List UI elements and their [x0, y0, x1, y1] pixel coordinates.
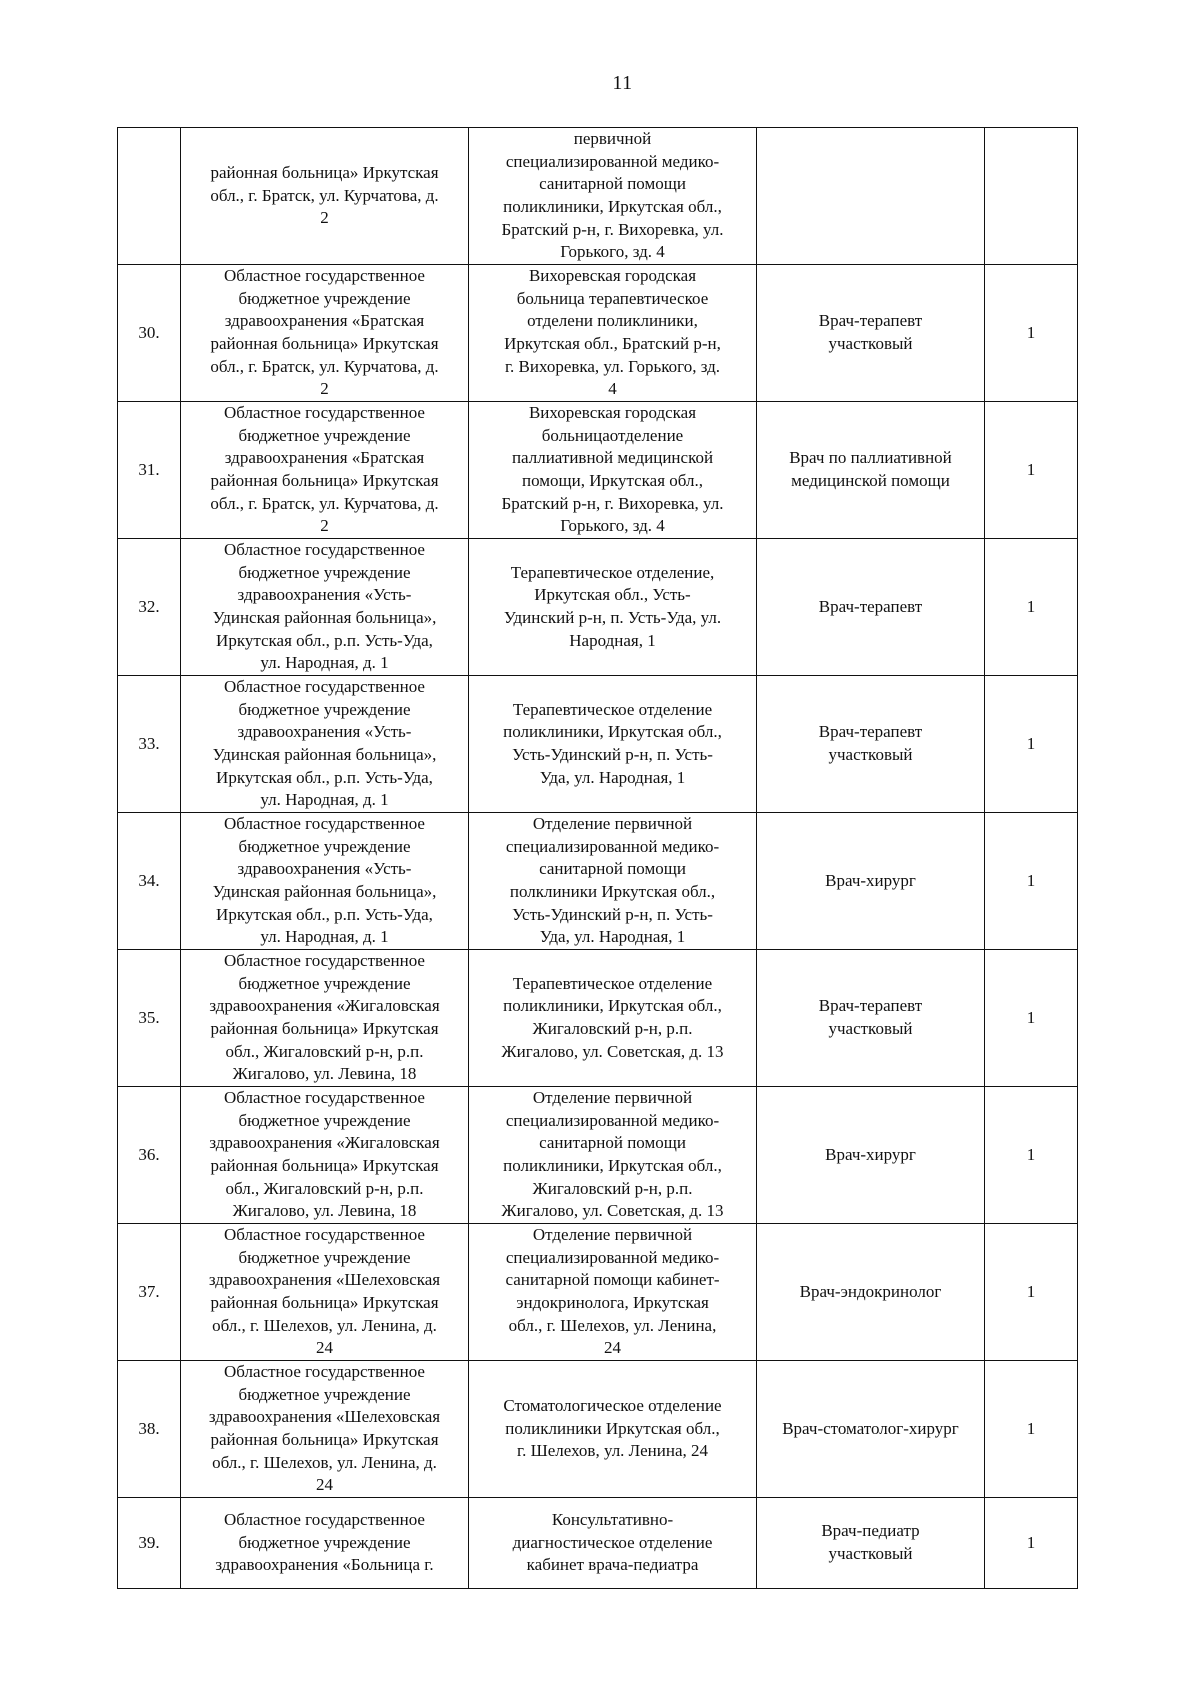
organization-cell: Областное государственное бюджетное учреждение здравоохранения «Братская районная больница» Иркутская обл., г. Братск, ул. Курчатова, д. 2 — [181, 265, 469, 402]
row-number: 30. — [118, 265, 181, 402]
row-number: 31. — [118, 402, 181, 539]
department-cell: Вихоревская городская больница терапевтическое отделени поликлиники, Иркутская обл., Братский р-н, г. Вихоревка, ул. Горького, зд. 4 — [469, 265, 757, 402]
table-row — [118, 1224, 1078, 1361]
row-number: 37. — [118, 1224, 181, 1361]
row-number: 36. — [118, 1087, 181, 1224]
table-row — [118, 128, 1078, 265]
department-cell: Консультативно- диагностическое отделение кабинет врача-педиатра — [469, 1498, 757, 1589]
organization-cell: Областное государственное бюджетное учреждение здравоохранения «Усть- Удинская районная больница», Иркутская обл., р.п. Усть-Уда, ул. Народная, д. 1 — [181, 676, 469, 813]
position-cell: Врач-педиатр участковый — [757, 1498, 985, 1589]
count-cell: 1 — [985, 1087, 1078, 1224]
position-cell: Врач-терапевт — [757, 539, 985, 676]
table-row — [118, 1087, 1078, 1224]
position-cell: Врач-хирург — [757, 1087, 985, 1224]
department-cell: Отделение первичной специализированной медико- санитарной помощи полклиники Иркутская обл., Усть-Удинский р-н, п. Усть- Уда, ул. Народная, 1 — [469, 813, 757, 950]
organization-cell: Областное государственное бюджетное учреждение здравоохранения «Шелеховская районная больница» Иркутская обл., г. Шелехов, ул. Ленина, д. 24 — [181, 1224, 469, 1361]
row-number: 33. — [118, 676, 181, 813]
position-cell — [757, 128, 985, 265]
row-number: 39. — [118, 1498, 181, 1589]
table-row — [118, 676, 1078, 813]
count-cell: 1 — [985, 676, 1078, 813]
count-cell: 1 — [985, 265, 1078, 402]
row-number: 32. — [118, 539, 181, 676]
position-cell: Врач по паллиативной медицинской помощи — [757, 402, 985, 539]
department-cell: Отделение первичной специализированной медико- санитарной помощи поликлиники, Иркутская обл., Жигаловский р-н, р.п. Жигалово, ул. Советская, д. 13 — [469, 1087, 757, 1224]
table-row — [118, 539, 1078, 676]
department-cell: первичной специализированной медико- санитарной помощи поликлиники, Иркутская обл., Братский р-н, г. Вихоревка, ул. Горького, зд. 4 — [469, 128, 757, 265]
department-cell: Терапевтическое отделение поликлиники, Иркутская обл., Усть-Удинский р-н, п. Усть- Уда, ул. Народная, 1 — [469, 676, 757, 813]
department-cell: Отделение первичной специализированной медико- санитарной помощи кабинет- эндокринолога, Иркутская обл., г. Шелехов, ул. Ленина, 24 — [469, 1224, 757, 1361]
organization-cell: Областное государственное бюджетное учреждение здравоохранения «Жигаловская районная больница» Иркутская обл., Жигаловский р-н, р.п. Жигалово, ул. Левина, 18 — [181, 1087, 469, 1224]
count-cell: 1 — [985, 813, 1078, 950]
vacancies-table — [117, 127, 1078, 1589]
organization-cell: Областное государственное бюджетное учреждение здравоохранения «Шелеховская районная больница» Иркутская обл., г. Шелехов, ул. Ленина, д. 24 — [181, 1361, 469, 1498]
organization-cell: Областное государственное бюджетное учреждение здравоохранения «Усть- Удинская районная больница», Иркутская обл., р.п. Усть-Уда, ул. Народная, д. 1 — [181, 539, 469, 676]
count-cell: 1 — [985, 1361, 1078, 1498]
department-cell: Терапевтическое отделение, Иркутская обл., Усть- Удинский р-н, п. Усть-Уда, ул. Народная, 1 — [469, 539, 757, 676]
table-row — [118, 950, 1078, 1087]
count-cell: 1 — [985, 1498, 1078, 1589]
count-cell: 1 — [985, 402, 1078, 539]
organization-cell: Областное государственное бюджетное учреждение здравоохранения «Братская районная больница» Иркутская обл., г. Братск, ул. Курчатова, д. 2 — [181, 402, 469, 539]
row-number: 35. — [118, 950, 181, 1087]
table-row — [118, 265, 1078, 402]
department-cell: Терапевтическое отделение поликлиники, Иркутская обл., Жигаловский р-н, р.п. Жигалово, ул. Советская, д. 13 — [469, 950, 757, 1087]
department-cell: Стоматологическое отделение поликлиники Иркутская обл., г. Шелехов, ул. Ленина, 24 — [469, 1361, 757, 1498]
position-cell: Врач-хирург — [757, 813, 985, 950]
count-cell: 1 — [985, 950, 1078, 1087]
row-number — [118, 128, 181, 265]
position-cell: Врач-терапевт участковый — [757, 950, 985, 1087]
count-cell: 1 — [985, 1224, 1078, 1361]
count-cell — [985, 128, 1078, 265]
position-cell: Врач-терапевт участковый — [757, 676, 985, 813]
table-row — [118, 1361, 1078, 1498]
page-number: 11 — [612, 72, 633, 94]
table-row — [118, 402, 1078, 539]
table-row — [118, 1498, 1078, 1589]
row-number: 34. — [118, 813, 181, 950]
organization-cell: Областное государственное бюджетное учреждение здравоохранения «Усть- Удинская районная больница», Иркутская обл., р.п. Усть-Уда, ул. Народная, д. 1 — [181, 813, 469, 950]
organization-cell: районная больница» Иркутская обл., г. Братск, ул. Курчатова, д. 2 — [181, 128, 469, 265]
row-number: 38. — [118, 1361, 181, 1498]
organization-cell: Областное государственное бюджетное учреждение здравоохранения «Больница г. — [181, 1498, 469, 1589]
department-cell: Вихоревская городская больницаотделение паллиативной медицинской помощи, Иркутская обл., Братский р-н, г. Вихоревка, ул. Горького, зд. 4 — [469, 402, 757, 539]
position-cell: Врач-терапевт участковый — [757, 265, 985, 402]
organization-cell: Областное государственное бюджетное учреждение здравоохранения «Жигаловская районная больница» Иркутская обл., Жигаловский р-н, р.п. Жигалово, ул. Левина, 18 — [181, 950, 469, 1087]
count-cell: 1 — [985, 539, 1078, 676]
table-row — [118, 813, 1078, 950]
position-cell: Врач-стоматолог-хирург — [757, 1361, 985, 1498]
position-cell: Врач-эндокринолог — [757, 1224, 985, 1361]
